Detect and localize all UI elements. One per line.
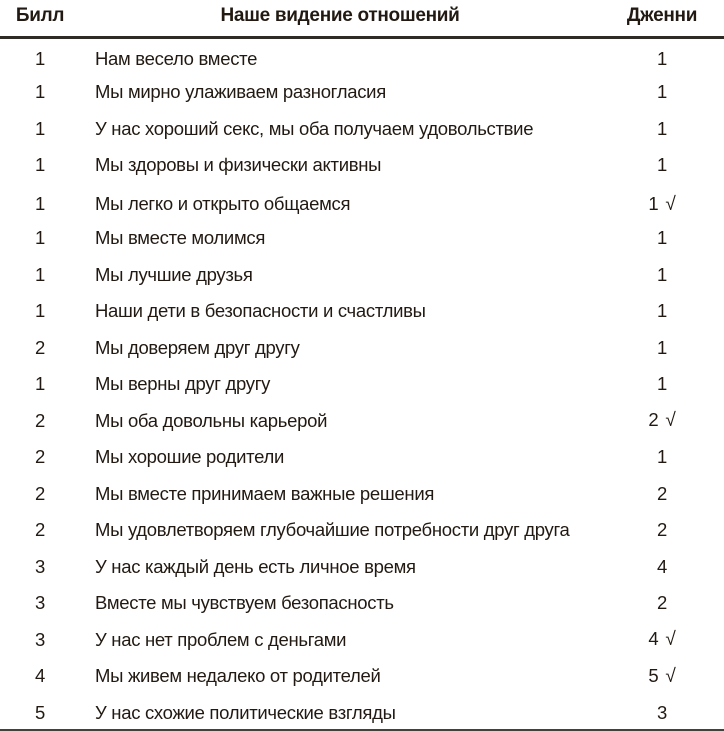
jenny-score-cell [600,111,724,148]
jenny-score-cell [600,549,724,586]
statement-text: Мы удовлетворяем глубочайшие потребности друг друга [95,519,570,541]
statement-text: Мы доверяем друг другу [95,336,300,358]
bill-score: 4 [35,665,45,687]
bill-score: 2 [35,446,45,468]
bill-score: 3 [35,555,45,577]
bill-score: 1 [35,47,45,69]
jenny-score: 4 [657,555,667,577]
table-row [0,549,724,586]
jenny-score-cell [600,38,724,75]
jenny-score-cell [600,184,724,221]
jenny-score: 1 [657,47,667,69]
jenny-score-cell [600,403,724,440]
table-row [0,658,724,695]
statement-text: Наши дети в безопасности и счастливы [95,300,426,322]
jenny-score: 1 [648,192,659,214]
bill-score: 1 [35,117,45,139]
header-jenny-column: Дженни [600,0,724,38]
jenny-score-cell [600,622,724,659]
jenny-score-cell [600,476,724,513]
jenny-score-cell [600,293,724,330]
jenny-score: 1 [657,446,667,468]
bill-score: 1 [35,373,45,395]
jenny-score: 2 [657,519,667,541]
table-row [0,257,724,294]
table-row [0,476,724,513]
jenny-score-cell [600,330,724,367]
bill-score: 5 [35,701,45,723]
bill-score: 1 [35,81,45,103]
jenny-score: 1 [657,117,667,139]
jenny-score: 2 [657,592,667,614]
table-row [0,74,724,111]
table-body [0,38,724,731]
statement-text: Мы вместе принимаем важные решения [95,482,435,504]
bill-score: 2 [35,409,45,431]
statement-text: Мы оба довольны карьерой [95,409,328,431]
table-row [0,366,724,403]
jenny-score-cell [600,220,724,257]
table-row [0,330,724,367]
jenny-score: 3 [657,701,667,723]
statement-text: Мы лучшие друзья [95,263,253,285]
bill-score: 3 [35,592,45,614]
statement-text: У нас схожие политические взгляды [95,701,396,723]
jenny-score: 1 [657,300,667,322]
jenny-score-cell [600,695,724,731]
bill-score: 1 [35,300,45,322]
table-row [0,439,724,476]
jenny-score: 1 [657,263,667,285]
table-row [0,293,724,330]
jenny-score: 5 [648,664,659,686]
jenny-score: 4 [648,628,659,650]
table-row [0,622,724,659]
statement-text: Мы здоровы и физически активны [95,154,382,176]
statement-text: Мы хорошие родители [95,446,285,468]
table-row [0,38,724,75]
jenny-score: 1 [657,336,667,358]
bill-score: 3 [35,628,45,650]
statement-text: Мы живем недалеко от родителей [95,665,381,687]
header-row [0,0,724,38]
table-row [0,512,724,549]
jenny-score: 2 [657,482,667,504]
jenny-score-cell [600,366,724,403]
bill-score: 1 [35,263,45,285]
statement-text: Вместе мы чувствуем безопасность [95,592,394,614]
jenny-score: 2 [648,409,659,431]
jenny-score: 1 [657,81,667,103]
checkmark-icon: √ [665,193,676,215]
bill-score: 1 [35,154,45,176]
checkmark-icon: √ [665,410,676,432]
jenny-score-cell [600,74,724,111]
table-row [0,585,724,622]
jenny-score: 1 [657,373,667,395]
table-row [0,147,724,184]
checkmark-icon: √ [665,665,676,687]
bill-score: 2 [35,519,45,541]
table-row [0,111,724,148]
bill-score: 1 [35,227,45,249]
statement-text: Мы вместе молимся [95,227,266,249]
bill-score: 2 [35,336,45,358]
statement-text: У нас нет проблем с деньгами [95,628,347,650]
statement-text: У нас хороший секс, мы оба получаем удовольствие [95,117,534,139]
header-bill-column: Билл [0,0,80,38]
jenny-score: 1 [657,154,667,176]
table-header [0,0,724,38]
table-row [0,184,724,221]
table-row [0,220,724,257]
jenny-score-cell [600,439,724,476]
statement-text: Мы мирно улаживаем разногласия [95,81,386,103]
bill-score: 2 [35,482,45,504]
statement-text: У нас каждый день есть личное время [95,555,416,577]
statement-text: Мы легко и открыто общаемся [95,193,351,215]
statement-text: Нам весело вместе [95,47,258,69]
bill-score: 1 [35,193,45,215]
header-statement-column: Наше видение отношений [80,0,600,38]
jenny-score: 1 [657,227,667,249]
jenny-score-cell [600,147,724,184]
table-row [0,403,724,440]
jenny-score-cell [600,257,724,294]
table-row [0,695,724,731]
jenny-score-cell [600,658,724,695]
jenny-score-cell [600,512,724,549]
statement-text: Мы верны друг другу [95,373,271,395]
checkmark-icon: √ [665,629,676,651]
jenny-score-cell [600,585,724,622]
